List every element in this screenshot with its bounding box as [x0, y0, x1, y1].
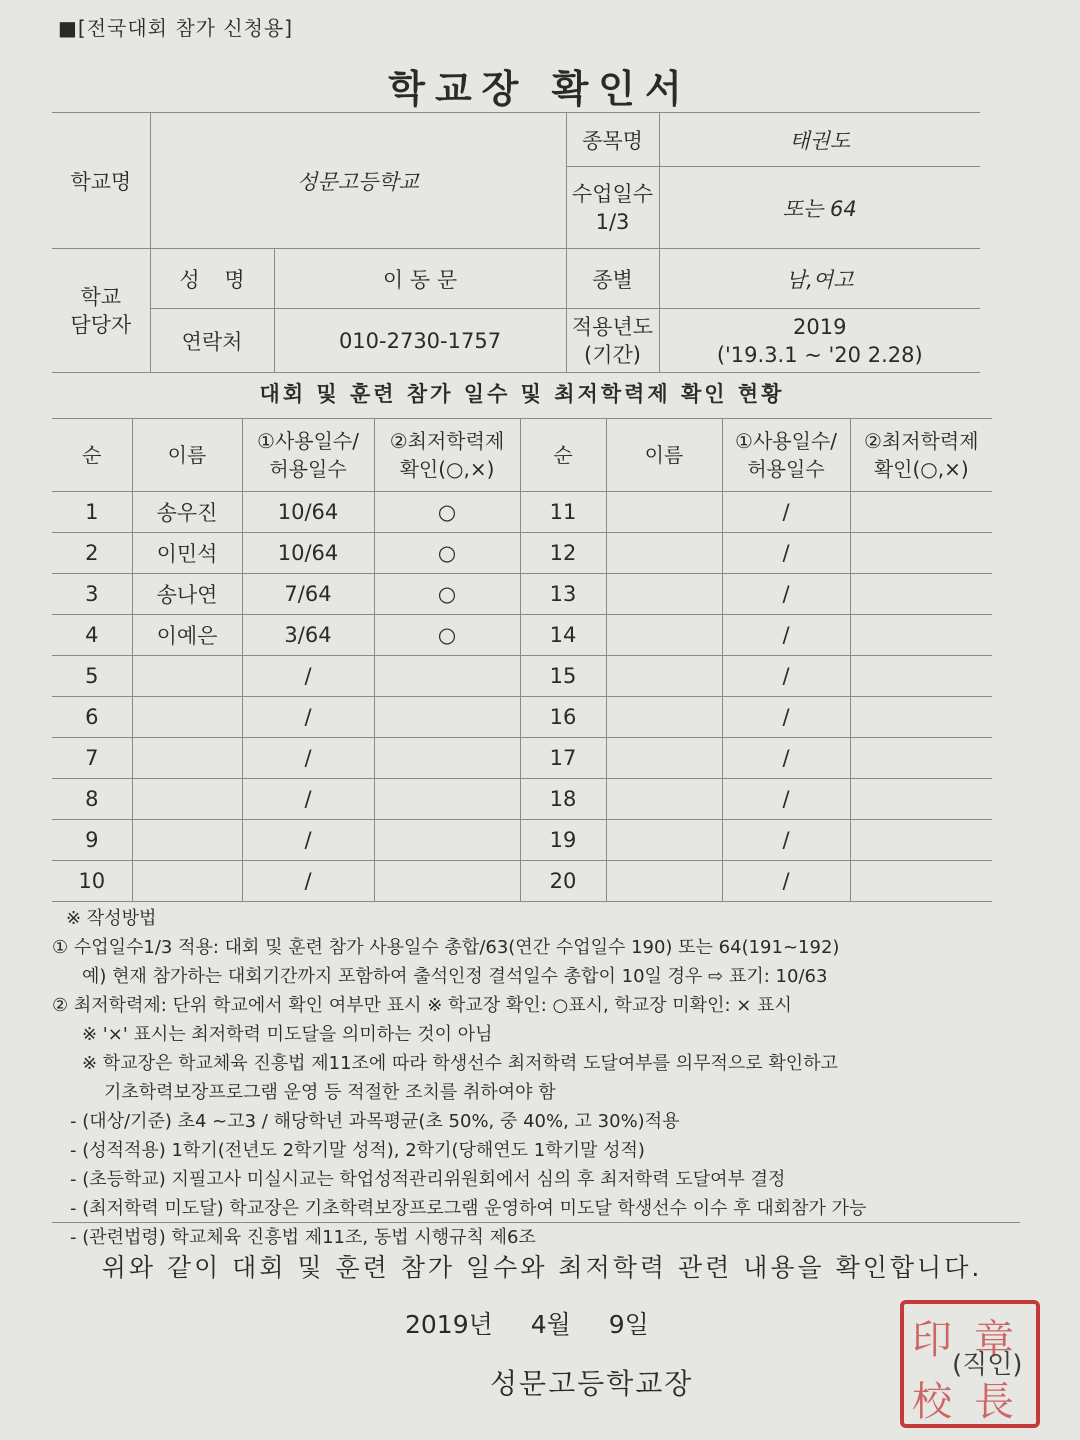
- cell-name: [606, 615, 722, 656]
- col-header-name: 이름: [132, 419, 242, 492]
- note-4b: 기초학력보장프로그램 운영 등 적절한 조치를 취하여야 함: [104, 1082, 556, 1103]
- cell-days: /: [722, 779, 850, 820]
- seal-glyph-1: 印: [912, 1317, 952, 1363]
- cell-name: [132, 738, 242, 779]
- name-value: 이 동 문: [274, 249, 566, 309]
- seal-label: (직인): [952, 1350, 1023, 1380]
- col-header-min-right-line2: 확인(○,×): [873, 457, 969, 481]
- year-value: [659, 309, 980, 373]
- cell-name: [606, 533, 722, 574]
- table-row: [52, 533, 992, 574]
- cell-check: [850, 697, 992, 738]
- cell-days: 3/64: [242, 615, 374, 656]
- cell-days: 10/64: [242, 492, 374, 533]
- cell-days: /: [242, 820, 374, 861]
- col-header-days: [242, 419, 374, 492]
- contact-label-line2: 담당자: [70, 312, 132, 337]
- cell-check: [850, 861, 992, 902]
- cell-check: [850, 656, 992, 697]
- contact-label: [52, 249, 150, 373]
- cell-days: 7/64: [242, 574, 374, 615]
- days-label-line1: 수업일수: [571, 181, 654, 206]
- detail-3: - (초등학교) 지필고사 미실시교는 학업성적관리위원회에서 심의 후 최저학력 도달여부 결정: [70, 1169, 786, 1190]
- cell-name: [606, 738, 722, 779]
- table-row: [52, 615, 992, 656]
- note-2: ② 최저학력제: 단위 학교에서 확인 여부만 표시 ※ 학교장 확인: ○표시, 학교장 미확인: × 표시: [52, 995, 792, 1016]
- cell-check: [374, 697, 520, 738]
- table-header-row: [52, 419, 992, 492]
- cell-days: /: [722, 533, 850, 574]
- sport-value: 태권도: [659, 113, 980, 167]
- table-row: [52, 656, 992, 697]
- cell-no: 16: [520, 697, 606, 738]
- cell-no: 3: [52, 574, 132, 615]
- cell-no: 15: [520, 656, 606, 697]
- school-seal: [900, 1300, 1040, 1428]
- cell-check: [850, 574, 992, 615]
- sport-label: 종목명: [566, 113, 659, 167]
- gender-value: 남,여고: [659, 249, 980, 309]
- cell-check: ○: [374, 492, 520, 533]
- gender-label: 종별: [566, 249, 659, 309]
- days-value: 또는 64: [659, 167, 980, 249]
- cell-name: [132, 656, 242, 697]
- note-3: ※ '×' 표시는 최저학력 미도달을 의미하는 것이 아님: [82, 1024, 493, 1045]
- table-row: [52, 820, 992, 861]
- cell-days: 10/64: [242, 533, 374, 574]
- header-tag: ■[전국대회 참가 신청용]: [58, 16, 294, 40]
- cell-name: [606, 861, 722, 902]
- seal-glyph-2: 章: [974, 1317, 1014, 1363]
- contact-label-line1: 학교: [80, 284, 122, 309]
- cell-days: /: [722, 820, 850, 861]
- signer-title: 성문고등학교장: [490, 1367, 694, 1400]
- col-header-min: [374, 419, 520, 492]
- date: [405, 1305, 649, 1341]
- cell-no: 13: [520, 574, 606, 615]
- days-label: [566, 167, 659, 249]
- cell-name: 송나연: [132, 574, 242, 615]
- contact-table: [52, 248, 980, 373]
- cell-days: /: [242, 656, 374, 697]
- detail-5: - (관련법령) 학교체육 진흥법 제11조, 동법 시행규칙 제6조: [70, 1227, 536, 1248]
- date-year: 2019년: [405, 1310, 493, 1339]
- phone-value: 010-2730-1757: [274, 309, 566, 373]
- cell-no: 1: [52, 492, 132, 533]
- cell-check: [374, 656, 520, 697]
- cell-days: /: [242, 697, 374, 738]
- table-row: [52, 574, 992, 615]
- note-1a: ① 수업일수1/3 적용: 대회 및 훈련 참가 사용일수 총합/63(연간 수업일수 190) 또는 64(191~192): [52, 937, 840, 958]
- col-header-no: 순: [52, 419, 132, 492]
- cell-name: [606, 574, 722, 615]
- cell-no: 12: [520, 533, 606, 574]
- table-row: [52, 779, 992, 820]
- cell-check: [374, 820, 520, 861]
- section-subheading: 대회 및 훈련 참가 일수 및 최저학력제 확인 현황: [259, 382, 785, 406]
- days-label-line2: 1/3: [595, 209, 630, 234]
- cell-name: [132, 861, 242, 902]
- cell-days: /: [722, 492, 850, 533]
- cell-check: [374, 779, 520, 820]
- cell-check: [374, 861, 520, 902]
- cell-days: /: [722, 697, 850, 738]
- confirmation-text: 위와 같이 대회 및 훈련 참가 일수와 최저학력 관련 내용을 확인합니다.: [101, 1253, 983, 1282]
- table-body: [52, 492, 992, 902]
- cell-no: 4: [52, 615, 132, 656]
- cell-days: /: [722, 656, 850, 697]
- cell-no: 7: [52, 738, 132, 779]
- cell-check: [850, 820, 992, 861]
- col-header-min-right-line1: ②최저학력제: [863, 429, 979, 453]
- cell-no: 11: [520, 492, 606, 533]
- col-header-name-right: 이름: [606, 419, 722, 492]
- cell-name: 이예은: [132, 615, 242, 656]
- note-4a: ※ 학교장은 학교체육 진흥법 제11조에 따라 학생선수 최저학력 도달여부를 의무적으로 확인하고: [82, 1053, 838, 1074]
- cell-name: [606, 492, 722, 533]
- cell-no: 9: [52, 820, 132, 861]
- cell-check: [374, 738, 520, 779]
- year-label-line2: (기간): [584, 342, 641, 367]
- seal-glyph-3: 校: [912, 1379, 952, 1425]
- cell-no: 17: [520, 738, 606, 779]
- cell-no: 18: [520, 779, 606, 820]
- cell-days: /: [242, 738, 374, 779]
- table-row: [52, 738, 992, 779]
- instructions: [52, 904, 1012, 1252]
- detail-1: - (대상/기준) 초4 ~고3 / 해당학년 과목평균(초 50%, 중 40%, 고 30%)적용: [70, 1111, 680, 1132]
- page-title: 학교장 확인서: [388, 67, 692, 111]
- col-header-min-line1: ②최저학력제: [389, 429, 505, 453]
- cell-name: [132, 820, 242, 861]
- phone-label: 연락처: [150, 309, 274, 373]
- participation-table: [52, 418, 992, 902]
- year-period: ('19.3.1 ~ '20 2.28): [716, 342, 923, 367]
- cell-check: ○: [374, 574, 520, 615]
- school-label: 학교명: [52, 113, 150, 249]
- note-1b: 예) 현재 참가하는 대회기간까지 포함하여 출석인정 결석일수 총합이 10일 경우 ⇨ 표기: 10/63: [82, 966, 828, 987]
- divider: [52, 1222, 1020, 1223]
- cell-check: [850, 533, 992, 574]
- cell-days: /: [722, 574, 850, 615]
- cell-name: 송우진: [132, 492, 242, 533]
- table-row: [52, 861, 992, 902]
- col-header-days-right-line2: 허용일수: [747, 457, 825, 481]
- notes-heading: ※ 작성방법: [66, 908, 157, 929]
- cell-name: [606, 779, 722, 820]
- year-label-line1: 적용년도: [571, 314, 654, 339]
- cell-no: 2: [52, 533, 132, 574]
- cell-days: /: [242, 861, 374, 902]
- table-row: [52, 697, 992, 738]
- cell-days: /: [722, 738, 850, 779]
- col-header-min-right: [850, 419, 992, 492]
- name-label: 성 명: [150, 249, 274, 309]
- col-header-days-line2: 허용일수: [269, 457, 347, 481]
- cell-no: 14: [520, 615, 606, 656]
- detail-2: - (성적적용) 1학기(전년도 2학기말 성적), 2학기(당해연도 1학기말 성적): [70, 1140, 645, 1161]
- col-header-days-right: [722, 419, 850, 492]
- cell-days: /: [242, 779, 374, 820]
- cell-days: /: [722, 861, 850, 902]
- cell-no: 10: [52, 861, 132, 902]
- cell-name: [606, 697, 722, 738]
- cell-check: ○: [374, 533, 520, 574]
- detail-4: - (최저학력 미도달) 학교장은 기초학력보장프로그램 운영하여 미도달 학생선수 이수 후 대회참가 가능: [70, 1198, 867, 1219]
- cell-name: [606, 820, 722, 861]
- info-table: [52, 112, 980, 249]
- cell-check: [850, 738, 992, 779]
- cell-no: 5: [52, 656, 132, 697]
- seal-glyph-4: 長: [974, 1379, 1014, 1425]
- year-value-line1: 2019: [793, 314, 847, 339]
- date-month: 4월: [530, 1310, 571, 1339]
- cell-no: 20: [520, 861, 606, 902]
- cell-no: 8: [52, 779, 132, 820]
- cell-days: /: [722, 615, 850, 656]
- cell-check: [850, 492, 992, 533]
- school-value: 성문고등학교: [150, 113, 566, 249]
- cell-check: ○: [374, 615, 520, 656]
- year-label: [566, 309, 659, 373]
- cell-name: [132, 779, 242, 820]
- date-day: 9일: [608, 1310, 649, 1339]
- col-header-no-right: 순: [520, 419, 606, 492]
- cell-check: [850, 615, 992, 656]
- cell-no: 19: [520, 820, 606, 861]
- col-header-min-line2: 확인(○,×): [399, 457, 495, 481]
- col-header-days-line1: ①사용일수/: [257, 429, 359, 453]
- cell-name: 이민석: [132, 533, 242, 574]
- col-header-days-right-line1: ①사용일수/: [735, 429, 837, 453]
- table-row: [52, 492, 992, 533]
- cell-name: [606, 656, 722, 697]
- cell-check: [850, 779, 992, 820]
- cell-no: 6: [52, 697, 132, 738]
- cell-name: [132, 697, 242, 738]
